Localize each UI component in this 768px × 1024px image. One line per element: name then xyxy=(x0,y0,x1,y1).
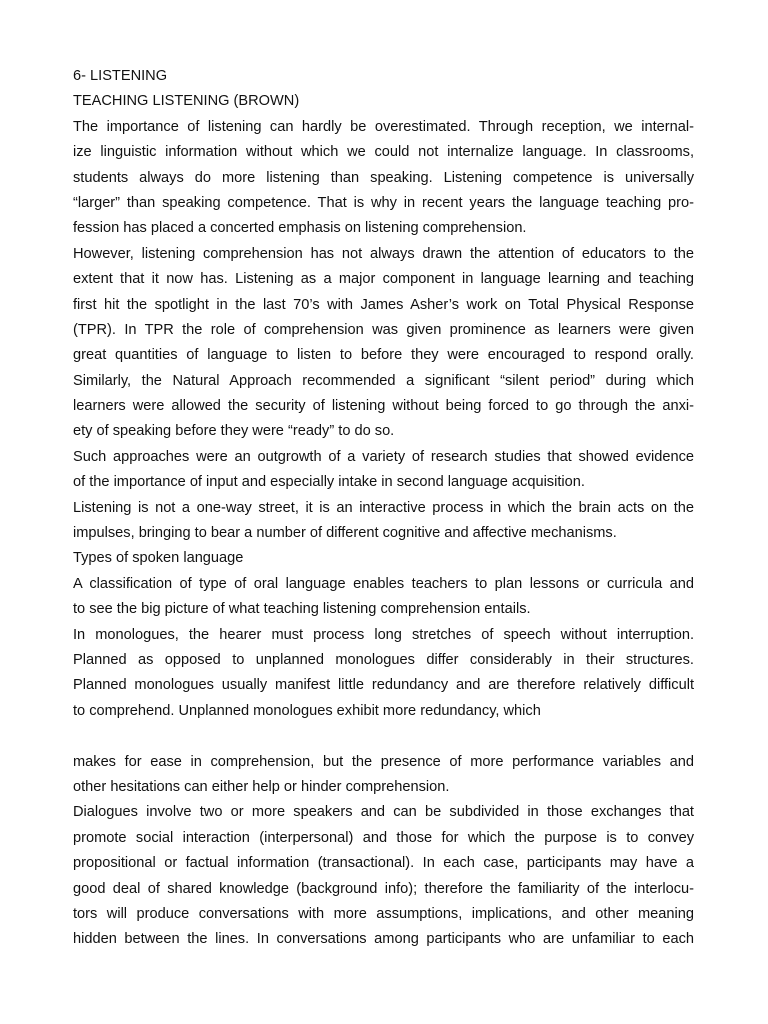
text-line: makes for ease in comprehension, but the presence of more performance variables and xyxy=(73,753,694,770)
text-line: first hit the spotlight in the last 70’s with James Asher’s work on Total Physical Response xyxy=(73,296,694,313)
text-line: students always do more listening than speaking. Listening competence is universally xyxy=(73,169,694,186)
text-line: impulses, bringing to bear a number of different cognitive and affective mechanisms. xyxy=(73,525,617,542)
paragraph-research-studies xyxy=(73,445,694,496)
text-line: to comprehend. Unplanned monologues exhibit more redundancy, which xyxy=(73,702,541,719)
text-line: Such approaches were an outgrowth of a variety of research studies that showed evidence xyxy=(73,448,694,465)
text-line: A classification of type of oral language enables teachers to plan lessons or curricula and xyxy=(73,575,694,592)
text-line: In monologues, the hearer must process long stretches of speech without interruption. xyxy=(73,626,694,643)
text-line: The importance of listening can hardly be overestimated. Through reception, we internal- xyxy=(73,118,694,135)
paragraph-monologues-continued xyxy=(73,750,694,801)
text-line: Dialogues involve two or more speakers and can be subdivided in those exchanges that xyxy=(73,804,694,821)
text-line: hidden between the lines. In conversations among participants who are unfamiliar to each xyxy=(73,931,694,948)
text-line: ety of speaking before they were “ready” to do so. xyxy=(73,423,395,440)
paragraph-classification xyxy=(73,572,694,623)
document-subheading: TEACHING LISTENING (BROWN) xyxy=(73,93,300,110)
text-line: other hesitations can either help or hinder comprehension. xyxy=(73,778,450,795)
text-line: “larger” than speaking competence. That is why in recent years the language teaching pro- xyxy=(73,194,694,211)
text-line: Similarly, the Natural Approach recommended a significant “silent period” during which xyxy=(73,372,694,389)
text-line: However, listening comprehension has not always drawn the attention of educators to the xyxy=(73,245,694,262)
text-line: fession has placed a concerted emphasis on listening comprehension. xyxy=(73,220,527,237)
paragraph-importance-of-listening xyxy=(73,115,694,242)
text-line: extent that it now has. Listening as a major component in language learning and teaching xyxy=(73,271,694,288)
text-line: of the importance of input and especially intake in second language acquisition. xyxy=(73,474,585,491)
document-heading: 6- LISTENING xyxy=(73,68,168,84)
text-line: tors will produce conversations with more assumptions, implications, and other meaning xyxy=(73,905,694,922)
text-line: Planned monologues usually manifest little redundancy and are therefore relatively difficult xyxy=(73,677,694,694)
text-line: propositional or factual information (transactional). In each case, participants may have a xyxy=(73,855,694,872)
text-line: ize linguistic information without which we could not internalize language. In classrooms, xyxy=(73,144,694,161)
text-line: great quantities of language to listen to before they were encouraged to respond orally. xyxy=(73,347,694,364)
paragraph-dialogues xyxy=(73,800,694,952)
text-line: good deal of shared knowledge (background info); therefore the familiarity of the interlocu- xyxy=(73,880,694,897)
section-heading: Types of spoken language xyxy=(73,550,244,567)
text-line: learners were allowed the security of listening without being forced to go through the anxi- xyxy=(73,398,694,415)
paragraph-interactive-process xyxy=(73,496,694,547)
text-line: (TPR). In TPR the role of comprehension was given prominence as learners were given xyxy=(73,321,694,338)
text-line: Listening is not a one-way street, it is an interactive process in which the brain acts on the xyxy=(73,499,694,516)
text-line: to see the big picture of what teaching listening comprehension entails. xyxy=(73,601,531,618)
text-line: promote social interaction (interpersonal) and those for which the purpose is to convey xyxy=(73,829,694,846)
paragraph-history-of-listening xyxy=(73,242,694,445)
page-break-gap xyxy=(73,724,694,749)
document-body xyxy=(73,64,694,953)
paragraph-monologues xyxy=(73,623,694,725)
text-line: Planned as opposed to unplanned monologues differ considerably in their structures. xyxy=(73,651,694,668)
